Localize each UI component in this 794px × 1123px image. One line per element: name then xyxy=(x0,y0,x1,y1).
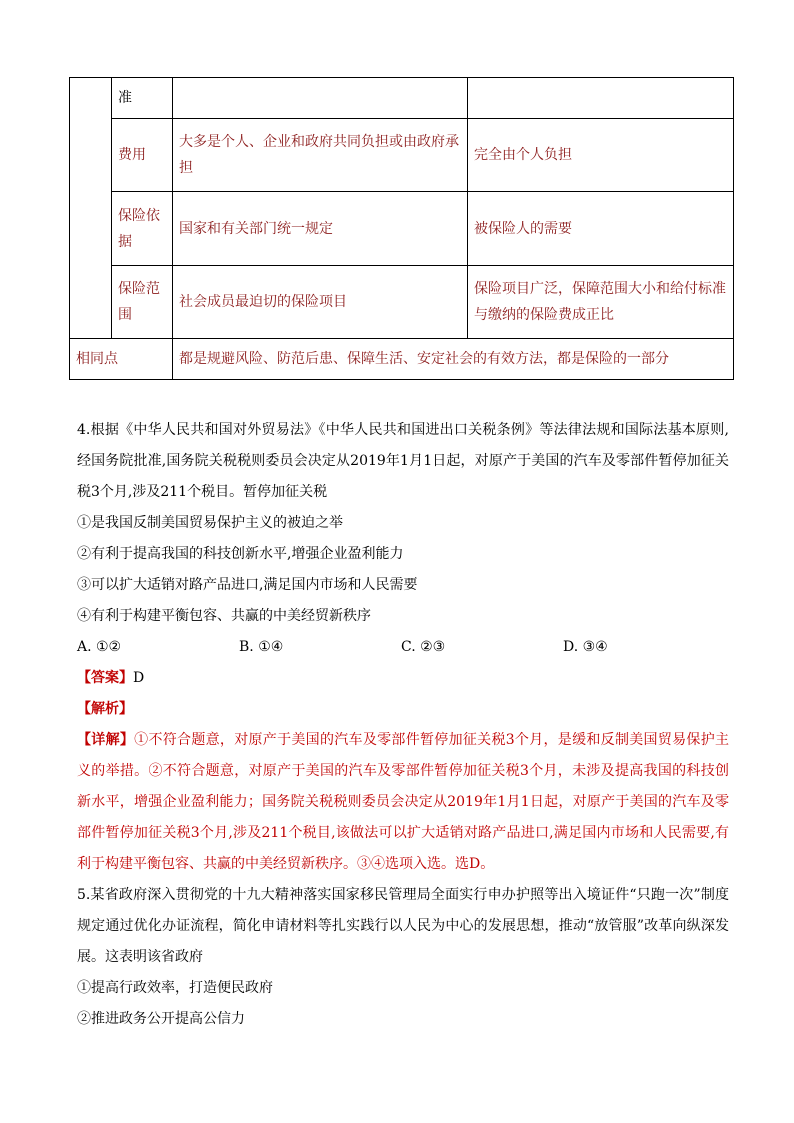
option-d: D. ③④ xyxy=(563,639,608,655)
question-4-options xyxy=(77,632,729,663)
detail-paragraph xyxy=(77,725,729,880)
table-row xyxy=(70,119,734,192)
question-4-item: ①是我国反制美国贸易保护主义的被迫之举 xyxy=(77,515,343,531)
comparison-table xyxy=(69,77,734,380)
question-5-item: ①提高行政效率，打造便民政府 xyxy=(77,980,273,996)
question-5-item: ②推进政务公开提高公信力 xyxy=(77,1011,245,1027)
question-4-item: ②有利于提高我国的科技创新水平,增强企业盈利能力 xyxy=(77,546,404,562)
question-4-stem: 4.根据《中华人民共和国对外贸易法》《中华人民共和国进出口关税条例》等法律法规和国际法基本原则,经国务院批准,国务院关税税则委员会决定从2019年1月1日起，对原产于美国的汽车及零部件暂停加征关税3个月,涉及211个税目。暂停加征关税 xyxy=(77,422,729,500)
option-c: C. ②③ xyxy=(401,639,446,655)
social-insurance-cell xyxy=(173,78,468,119)
social-insurance-cell: 社会成员最迫切的保险项目 xyxy=(173,266,468,339)
common-text: 都是规避风险、防范后患、保障生活、安定社会的有效方法，都是保险的一部分 xyxy=(173,339,734,380)
commercial-insurance-cell: 保险项目广泛，保障范围大小和给付标准与缴纳的保险费成正比 xyxy=(468,266,734,339)
common-label: 相同点 xyxy=(70,339,173,380)
question-5-stem: 5.某省政府深入贯彻党的十九大精神落实国家移民管理局全面实行申办护照等出入境证件“只跑一次”制度规定通过优化办证流程，简化申请材料等扎实践行以人民为中心的发展思想，推动“放管服”改革向纵深发展。这表明该省政府 xyxy=(77,887,729,965)
question-4-item: ④有利于构建平衡包容、共赢的中美经贸新秩序 xyxy=(77,608,371,624)
merged-category-cell xyxy=(70,78,112,339)
commercial-insurance-cell xyxy=(468,78,734,119)
answer-line xyxy=(77,663,729,694)
row-label: 保险范围 xyxy=(112,266,173,339)
detail-text: ①不符合题意，对原产于美国的汽车及零部件暂停加征关税3个月，是缓和反制美国贸易保护主义的举措。②不符合题意，对原产于美国的汽车及零部件暂停加征关税3个月，未涉及提高我国的科技创新水平，增强企业盈利能力；国务院关税税则委员会决定从2019年1月1日起，对原产于美国的汽车及零部件暂停加征关税3个月,涉及211个税目,该做法可以扩大适销对路产品进口,满足国内市场和人民需要,有利于构建平衡包容、共赢的中美经贸新秩序。③④选项入选。选D。 xyxy=(77,732,730,872)
social-insurance-cell: 大多是个人、企业和政府共同负担或由政府承担 xyxy=(173,119,468,192)
option-a: A. ①② xyxy=(77,639,122,655)
table-row-common xyxy=(70,339,734,380)
row-label: 准 xyxy=(112,78,173,119)
commercial-insurance-cell: 完全由个人负担 xyxy=(468,119,734,192)
row-label: 费用 xyxy=(112,119,173,192)
answer-tag: 【答案】 xyxy=(77,670,133,686)
option-b: B. ①④ xyxy=(239,639,284,655)
table-row xyxy=(70,78,734,119)
table-row xyxy=(70,266,734,339)
question-4-item: ③可以扩大适销对路产品进口,满足国内市场和人民需要 xyxy=(77,577,418,593)
questions-section xyxy=(77,415,729,1035)
row-label: 保险依据 xyxy=(112,192,173,266)
detail-tag: 【详解】 xyxy=(77,732,135,748)
table-row xyxy=(70,192,734,266)
analysis-line xyxy=(77,694,729,725)
social-insurance-cell: 国家和有关部门统一规定 xyxy=(173,192,468,266)
commercial-insurance-cell: 被保险人的需要 xyxy=(468,192,734,266)
analysis-tag: 【解析】 xyxy=(77,701,133,717)
answer-value: D xyxy=(133,670,145,686)
